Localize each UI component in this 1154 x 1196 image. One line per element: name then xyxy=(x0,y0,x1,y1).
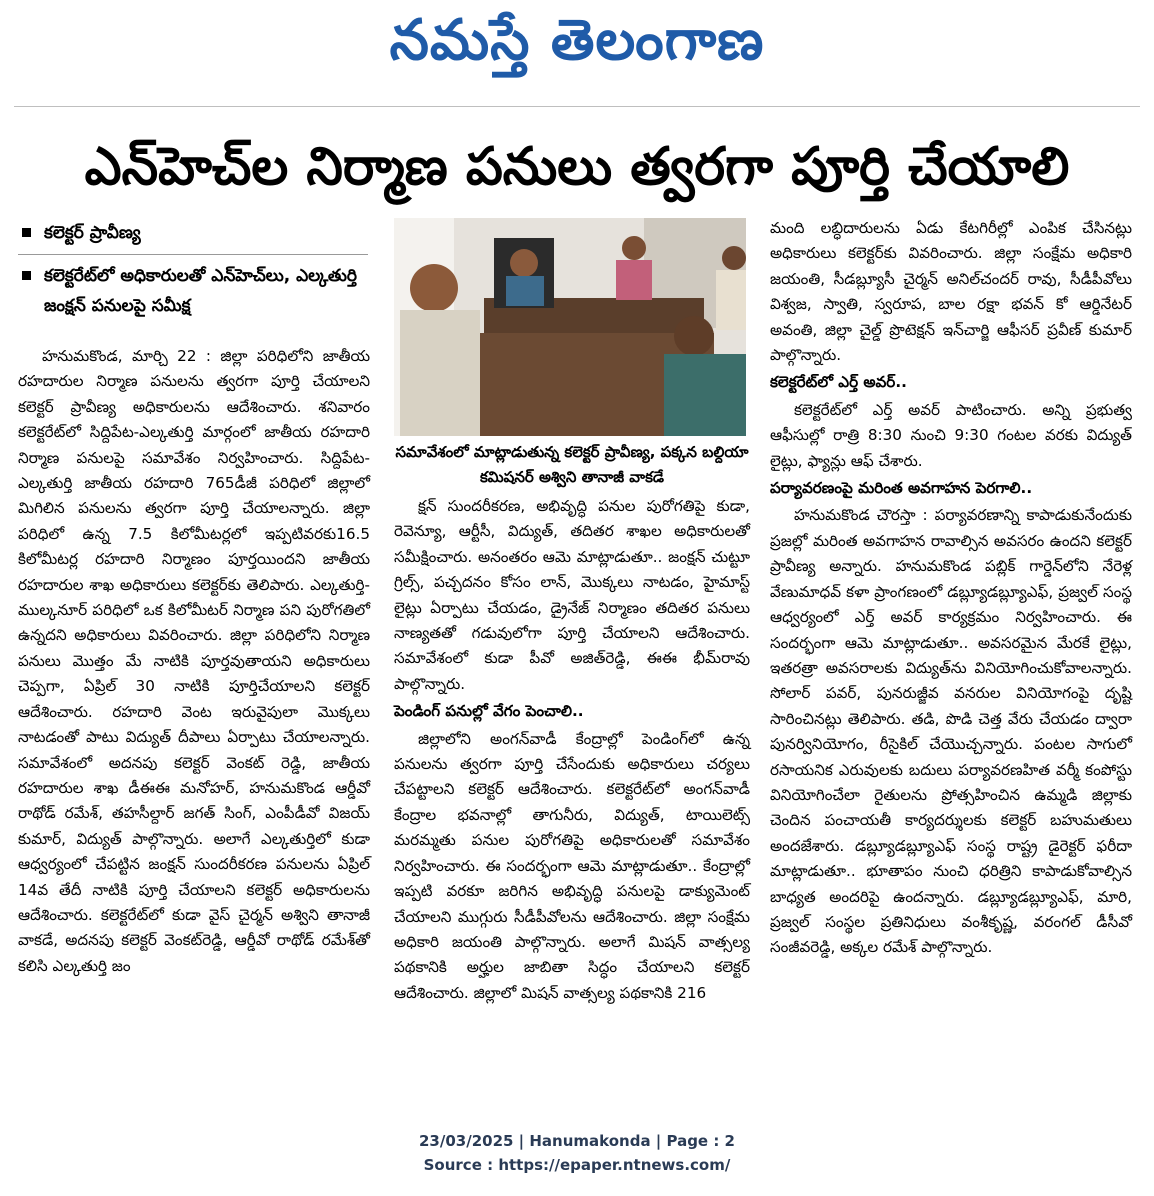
subheading: పర్యావరణంపై మరింత అవగాహన పెరగాలి.. xyxy=(770,479,1033,498)
paragraph: హనుమకొండ చౌరస్తా : పర్యావరణాన్ని కాపాడుకునేందుకు ప్రజల్లో మరింత అవగాహన రావాల్సిన అవసరం ఉందని కలెక్టర్ ప్రావీణ్య అన్నారు. హనుమకొండ పబ్లిక్ గార్డెన్‌లోని నేరెళ్ల వేణుమాధవ్ కళా ప్రాంగణంలో డబ్ల్యూడబ్ల్యూఎఫ్, ప్రజ్వల్ సంస్థ ఆధ్వర్యంలో ఎర్త్ అవర్ కార్యక్రమం నిర్వహించారు. ఈ సందర్భంగా ఆమె మాట్లాడుతూ.. అవసరమైన మేరకే లైట్లు, ఇతరత్రా అవసరాలకు విద్యుత్‌ను వినియోగించుకోవాలన్నారు. సోలార్ పవర్, పునరుజ్జీవ వనరుల వినియోగంపై దృష్టి సారించినట్లు తెలిపారు. తడి, పొడి చెత్త వేరు చేయడం ద్వారా పునర్వినియోగం, రీసైకిల్ చేయొచ్చన్నారు. పంటల సాగులో రసాయనిక ఎరువులకు బదులు పర్యావరణహిత వర్మీ కంపోస్టు వినియోగించేలా రైతులను ప్రోత్సహించిన ఉమ్మడి జిల్లాకు చెందిన పంచాయతీ కార్యదర్శులకు కలెక్టర్ బహుమతులు అందజేశారు. డబ్ల్యూడబ్ల్యూఎఫ్ సంస్థ రాష్ట్ర డైరెక్టర్ ఫరీదా మాట్లాడుతూ.. భూతాపం నుంచి ధరిత్రిని కాపాడుకోవాల్సిన బాధ్యత అందరిపై ఉందన్నారు. డబ్ల్యూడబ్ల్యూఎఫ్, మారి, ప్రజ్వల్ సంస్థల ప్రతినిధులు వంశీకృష్ణ, వరంగల్ డీసీవో సంజీవరెడ్డి, అక్కల రమేశ్ పాల్గొన్నారు. xyxy=(770,506,1132,957)
photo-caption: సమావేశంలో మాట్లాడుతున్న కలెక్టర్ ప్రావీణ్య, పక్కన బల్దియా కమిషనర్ అశ్విని తానాజీ వాకడే xyxy=(395,443,749,486)
paragraph: కలెక్టరేట్‌లో ఎర్త్ అవర్ పాటించారు. అన్ని ప్రభుత్వ ఆఫీసుల్లో రాత్రి 8:30 నుంచి 9:30 గంటల వరకు విద్యుత్ లైట్లు, ఫ్యాన్లు ఆఫ్ చేశారు. xyxy=(770,400,1132,470)
article-column-2 xyxy=(394,494,750,1006)
highlight-item xyxy=(18,218,368,248)
highlight-item xyxy=(18,261,368,321)
paragraph: క్షన్ సుందరీకరణ, అభివృద్ధి పనుల పురోగతిపై కుడా, రెవెన్యూ, ఆర్టీసీ, విద్యుత్, తదితర శాఖల అధికారులతో సమీక్షించారు. అనంతరం ఆమె మాట్లాడుతూ.. జంక్షన్ చుట్టూ గ్రిల్స్, పచ్చదనం కోసం లాన్, మొక్కలు నాటడం, హైమాస్ట్ లైట్లు ఏర్పాటు చేయడం, డ్రైనేజ్ నిర్మాణం తదితర పనులు నాణ్యతతో గడువులోగా పూర్తి చేయాలని ఆదేశించారు. సమావేశంలో కుడా పీవో అజిత్‌రెడ్డి, ఈఈ భీమ్‌రావు పాల్గొన్నారు. xyxy=(394,497,750,693)
subheading: కలెక్టరేట్‌లో ఎర్త్ అవర్.. xyxy=(770,373,907,392)
highlight-divider xyxy=(18,254,368,255)
top-divider xyxy=(14,106,1140,107)
headline: ఎన్‌హెచ్‌ల నిర్మాణ పనులు త్వరగా పూర్తి చేయాలి xyxy=(84,137,1070,197)
masthead-logo: నమస్తే తెలంగాణ xyxy=(389,8,765,73)
paragraph: హనుమకొండ, మార్చి 22 : జిల్లా పరిధిలోని జాతీయ రహదారుల నిర్మాణ పనులను త్వరగా పూర్తి చేయాలని కలెక్టర్ ప్రావీణ్య అధికారులను ఆదేశించారు. శనివారం కలెక్టరేట్‌లో సిద్దిపేట-ఎల్కతుర్తి మార్గంలో జాతీయ రహదారి నిర్మాణ పనులపై సమావేశం నిర్వహించారు. సిద్దిపేట-ఎల్కతుర్తి జాతీయ రహదారి 765డీజీ పరిధిలో జిల్లాలో మిగిలిన పనులను త్వరగా పూర్తి చేయాలన్నారు. జిల్లా పరిధిలో ఉన్న 7.5 కిలోమీటర్లలో ఇప్పటివరకు16.5 కిలోమీటర్ల రహదారి నిర్మాణం పూర్తయిందని జాతీయ రహదారుల శాఖ అధికారులు కలెక్టర్‌కు తెలిపారు. ఎల్కతుర్తి-ముల్కనూర్ పరిధిలో ఒక కిలోమీటర్ నిర్మాణ పని పురోగతిలో ఉన్నదని అధికారులు వివరించారు. జిల్లా పరిధిలోని నిర్మాణ పనులు మొత్తం మే నాటికి పూర్తవుతాయని అధికారులు చెప్పగా, ఏప్రిల్ 30 నాటికి పూర్తిచేయాలని కలెక్టర్ ఆదేశించారు. రహదారి వెంట ఇరువైపులా మొక్కలు నాటడంతో పాటు విద్యుత్ దీపాలు ఏర్పాటు చేయాలన్నారు. సమావేశంలో అదనపు కలెక్టర్ వెంకట్ రెడ్డి, జాతీయ రహదారుల శాఖ డీఈఈ మనోహర్, హనుమకొండ ఆర్డీవో రాథోడ్ రమేశ్, తహసీల్దార్ జగత్ సింగ్, ఎంపీడీవో విజయ్ కుమార్, విద్యుత్ పాల్గొన్నారు. అలాగే ఎల్కతుర్తిలో కుడా ఆధ్వర్యంలో చేపట్టిన జంక్షన్ సుందరీకరణ పనులను ఏప్రిల్ 14వ తేదీ నాటికి పూర్తి చేయాలని కలెక్టర్ అధికారులను ఆదేశించారు. కలెక్టరేట్‌లో కుడా వైస్ చైర్మన్ అశ్విని తానాజీ వాకడే, అదనపు కలెక్టర్ వెంకట్‌రెడ్డి, ఆర్డీవో రాథోడ్ రమేశ్‌తో కలిసి ఎల్కతుర్తి జం xyxy=(18,347,370,975)
paragraph: జిల్లాలోని అంగన్‌వాడీ కేంద్రాల్లో పెండింగ్‌లో ఉన్న పనులను త్వరగా పూర్తి చేసేందుకు అధికారులు చర్యలు చేపట్టాలని కలెక్టర్ ఆదేశించారు. కలెక్టరేట్‌లో అంగన్‌వాడీ కేంద్రాల భవనాల్లో తాగునీరు, విద్యుత్, టాయిలెట్స్ మరమ్మతు పనుల పురోగతిపై అధికారులతో సమావేశం నిర్వహించారు. ఈ సందర్భంగా ఆమె మాట్లాడుతూ.. కేంద్రాల్లో ఇప్పటి వరకూ జరిగిన అభివృద్ధి పనులపై డాక్యుమెంట్ చేయాలని ముగ్గురు సీడీపీవోలను ఆదేశించారు. జిల్లా సంక్షేమ అధికారి జయంతి పాల్గొన్నారు. అలాగే మిషన్ వాత్సల్య పథకానికి అర్హుల జాబితా సిద్ధం చేయాలని కలెక్టర్ ఆదేశించారు. జిల్లాలో మిషన్ వాత్సల్య పథకానికి 216 xyxy=(394,729,750,1002)
masthead xyxy=(0,8,1154,87)
meeting-photo xyxy=(394,218,746,436)
highlights-box xyxy=(18,218,368,321)
subheading: పెండింగ్ పనుల్లో వేగం పెంచాలి.. xyxy=(394,702,584,721)
highlight-text: కలెక్టరేట్‌లో అధికారులతో ఎన్‌హెచ్‌లు, ఎల్కతుర్తి జంక్షన్ పనులపై సమీక్ష xyxy=(44,266,358,316)
paragraph: మంది లబ్ధిదారులను ఏడు కేటగిరీల్లో ఎంపిక చేసినట్లు అధికారులు కలెక్టర్‌కు వివరించారు. జిల్లా సంక్షేమ అధికారి జయంతి, సీడబ్ల్యూసీ చైర్మన్ అనిల్‌చందర్ రావు, సీడీపీవోలు విశ్వజ, స్వాతి, స్వరూప, బాల రక్షా భవన్ కో ఆర్డినేటర్ అవంతి, జిల్లా చైల్డ్ ప్రొటెక్షన్ ఇన్‌చార్జి ఆఫీసర్ ప్రవీణ్ కుమార్ పాల్గొన్నారు. xyxy=(770,219,1132,365)
square-bullet-icon xyxy=(22,228,31,237)
highlight-text: కలెక్టర్ ప్రావీణ్య xyxy=(44,223,141,243)
footer-source-link[interactable]: Source : https://epaper.ntnews.com/ xyxy=(423,1156,731,1174)
meeting-photo-illustration xyxy=(394,218,746,436)
square-bullet-icon xyxy=(22,271,31,280)
article-column-3 xyxy=(770,216,1132,961)
article-column-1 xyxy=(18,344,370,979)
footer-date-line: 23/03/2025 | Hanumakonda | Page : 2 xyxy=(418,1132,735,1150)
